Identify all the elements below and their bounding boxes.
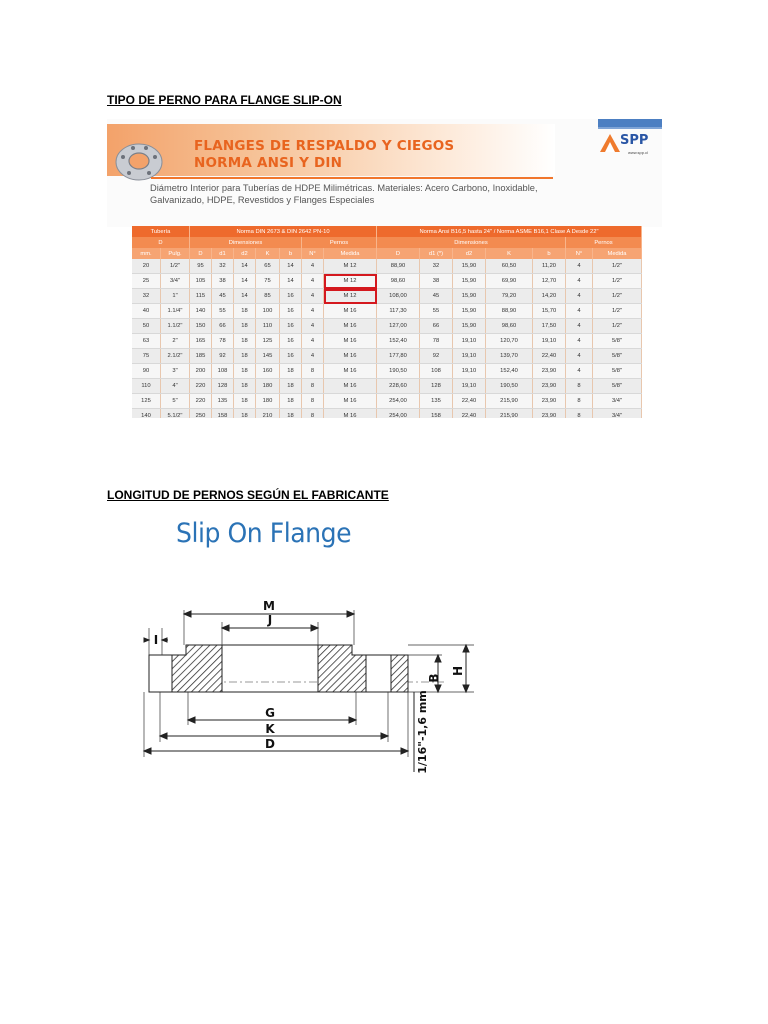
table-row bbox=[132, 409, 642, 419]
flange-dimension-table bbox=[132, 226, 642, 418]
table-cell: 75 bbox=[256, 274, 280, 289]
table-cell: 4 bbox=[566, 364, 593, 379]
table-row bbox=[132, 364, 642, 379]
header-cell: d2 bbox=[453, 248, 486, 259]
table-cell: 4" bbox=[161, 379, 190, 394]
table-cell: 108 bbox=[420, 364, 453, 379]
table-cell: 1.1/4" bbox=[161, 304, 190, 319]
table-cell: 18 bbox=[234, 364, 256, 379]
table-cell: 200 bbox=[190, 364, 212, 379]
header-cell: K bbox=[256, 248, 280, 259]
table-cell: 1/2" bbox=[593, 259, 642, 274]
header-cell: Pernos bbox=[566, 237, 642, 248]
table-cell: 23,90 bbox=[533, 379, 566, 394]
table-cell: 4 bbox=[566, 274, 593, 289]
table-cell: 250 bbox=[190, 409, 212, 419]
table-cell: 8 bbox=[566, 379, 593, 394]
table-cell: 18 bbox=[234, 409, 256, 419]
table-cell: 88,90 bbox=[486, 304, 533, 319]
table-cell: 220 bbox=[190, 394, 212, 409]
table-cell: 18 bbox=[280, 364, 302, 379]
table-cell: M 16 bbox=[324, 364, 377, 379]
table-cell: 158 bbox=[212, 409, 234, 419]
spp-emblem-icon bbox=[600, 134, 620, 152]
table-cell: 15,90 bbox=[453, 274, 486, 289]
table-cell: 45 bbox=[420, 289, 453, 304]
logo-text: SPP bbox=[620, 133, 649, 148]
table-cell: 18 bbox=[234, 349, 256, 364]
table-row bbox=[132, 259, 642, 274]
header-cell: d1 (*) bbox=[420, 248, 453, 259]
header-cell: d1 bbox=[212, 248, 234, 259]
table-cell: 15,90 bbox=[453, 319, 486, 334]
table-cell: 177,80 bbox=[377, 349, 420, 364]
table-cell: 17,50 bbox=[533, 319, 566, 334]
table-cell: 117,30 bbox=[377, 304, 420, 319]
table-cell: 4 bbox=[302, 274, 324, 289]
table-cell: 120,70 bbox=[486, 334, 533, 349]
table-cell: 18 bbox=[234, 304, 256, 319]
table-cell: 4 bbox=[302, 349, 324, 364]
table-cell: 14 bbox=[280, 274, 302, 289]
header-cell: Norma DIN 2673 & DIN 2642 PN-10 bbox=[190, 226, 377, 237]
table-row bbox=[132, 319, 642, 334]
table-cell: 4 bbox=[566, 319, 593, 334]
table-cell: 66 bbox=[420, 319, 453, 334]
table-cell: 185 bbox=[190, 349, 212, 364]
table-cell: 140 bbox=[132, 409, 161, 419]
slip-on-flange-drawing bbox=[104, 510, 502, 778]
table-cell: 1/2" bbox=[161, 259, 190, 274]
table-cell: 66 bbox=[212, 319, 234, 334]
table-cell: 65 bbox=[256, 259, 280, 274]
table-cell: 220 bbox=[190, 379, 212, 394]
table-cell: 18 bbox=[280, 379, 302, 394]
table-row bbox=[132, 394, 642, 409]
table-cell: 38 bbox=[212, 274, 234, 289]
table-cell: M 12 bbox=[324, 274, 377, 289]
table-cell: 92 bbox=[420, 349, 453, 364]
label-j: J bbox=[267, 613, 273, 627]
table-cell: 78 bbox=[212, 334, 234, 349]
table-cell: M 16 bbox=[324, 394, 377, 409]
table-cell: 150 bbox=[190, 319, 212, 334]
table-cell: 145 bbox=[256, 349, 280, 364]
table-cell: 1" bbox=[161, 289, 190, 304]
table-cell: M 12 bbox=[324, 259, 377, 274]
table-cell: M 16 bbox=[324, 379, 377, 394]
table-cell: 60,50 bbox=[486, 259, 533, 274]
table-cell: 14 bbox=[280, 259, 302, 274]
table-cell: 105 bbox=[190, 274, 212, 289]
header-cell: b bbox=[533, 248, 566, 259]
table-cell: 4 bbox=[302, 304, 324, 319]
table-cell: 135 bbox=[420, 394, 453, 409]
header-cell: N° bbox=[302, 248, 324, 259]
label-h: H bbox=[451, 665, 465, 677]
table-cell: 75 bbox=[132, 349, 161, 364]
table-cell: 98,60 bbox=[377, 274, 420, 289]
table-cell: 215,90 bbox=[486, 394, 533, 409]
table-cell: 4 bbox=[302, 259, 324, 274]
header-cell: K bbox=[486, 248, 533, 259]
table-cell: 18 bbox=[234, 379, 256, 394]
left-bolt-hole bbox=[149, 655, 172, 692]
header-cell: Norma Ansi B16,5 hasta 24" / Norma ASME B16,1 Clase A Desde 22" bbox=[377, 226, 642, 237]
table-cell: 95 bbox=[190, 259, 212, 274]
table-cell: 125 bbox=[132, 394, 161, 409]
table-cell: 115 bbox=[190, 289, 212, 304]
table-cell: 92 bbox=[212, 349, 234, 364]
table-header-row-1 bbox=[132, 226, 642, 237]
table-cell: 228,60 bbox=[377, 379, 420, 394]
table-cell: 190,50 bbox=[486, 379, 533, 394]
table-cell: 16 bbox=[280, 304, 302, 319]
header-cell: Tubería bbox=[132, 226, 190, 237]
table-cell: 12,70 bbox=[533, 274, 566, 289]
table-cell: 19,10 bbox=[453, 379, 486, 394]
table-cell: 4 bbox=[302, 289, 324, 304]
table-cell: 125 bbox=[256, 334, 280, 349]
spp-logo bbox=[598, 119, 662, 161]
header-cell: b bbox=[280, 248, 302, 259]
table-header-row-3 bbox=[132, 248, 642, 259]
table-cell: 110 bbox=[132, 379, 161, 394]
table-cell: 8 bbox=[566, 394, 593, 409]
table-cell: M 16 bbox=[324, 334, 377, 349]
table-cell: 78 bbox=[420, 334, 453, 349]
logo-stripe-icon bbox=[598, 119, 662, 131]
table-cell: 5" bbox=[161, 394, 190, 409]
label-k: K bbox=[265, 722, 275, 736]
table-cell: 8 bbox=[302, 409, 324, 419]
table-cell: 19,10 bbox=[453, 349, 486, 364]
table-cell: 22,40 bbox=[533, 349, 566, 364]
table-cell: 4 bbox=[566, 259, 593, 274]
header-cell: Pernos bbox=[302, 237, 377, 248]
label-m: M bbox=[263, 599, 275, 613]
table-cell: 1/2" bbox=[593, 289, 642, 304]
table-cell: 14 bbox=[234, 274, 256, 289]
table-cell: 8 bbox=[302, 379, 324, 394]
table-cell: M 16 bbox=[324, 304, 377, 319]
table-cell: 127,00 bbox=[377, 319, 420, 334]
table-cell: 5.1/2" bbox=[161, 409, 190, 419]
header-cell: Dimensiones bbox=[190, 237, 302, 248]
table-row bbox=[132, 334, 642, 349]
header-cell: Medida bbox=[593, 248, 642, 259]
table-cell: 20 bbox=[132, 259, 161, 274]
catalog-subtitle: Diámetro Interior para Tuberías de HDPE Milimétricas. Materiales: Acero Carbono, Inoxidable, Galvanizado, HDPE, Revestidos y Flanges Especiales bbox=[150, 183, 538, 205]
table-cell: 16 bbox=[280, 334, 302, 349]
catalog-title bbox=[194, 138, 454, 172]
table-cell: 18 bbox=[234, 334, 256, 349]
table-cell: 152,40 bbox=[486, 364, 533, 379]
table-cell: 140 bbox=[190, 304, 212, 319]
table-cell: 18 bbox=[234, 319, 256, 334]
table-cell: M 16 bbox=[324, 409, 377, 419]
table-cell: 25 bbox=[132, 274, 161, 289]
table-cell: 254,00 bbox=[377, 394, 420, 409]
table-cell: 5/8" bbox=[593, 364, 642, 379]
table-cell: 152,40 bbox=[377, 334, 420, 349]
table-cell: 45 bbox=[212, 289, 234, 304]
table-cell: 4 bbox=[302, 334, 324, 349]
table-cell: 18 bbox=[280, 394, 302, 409]
header-cell: N° bbox=[566, 248, 593, 259]
table-cell: 128 bbox=[420, 379, 453, 394]
table-row bbox=[132, 304, 642, 319]
table-cell: 4 bbox=[566, 349, 593, 364]
table-row bbox=[132, 274, 642, 289]
table-cell: 100 bbox=[256, 304, 280, 319]
table-header-row-2 bbox=[132, 237, 642, 248]
table-cell: 23,90 bbox=[533, 394, 566, 409]
header-cell: Dimensiones bbox=[377, 237, 566, 248]
label-b: B bbox=[427, 673, 441, 683]
header-cell: Medida bbox=[324, 248, 377, 259]
title-underline bbox=[151, 177, 553, 179]
table-cell: 3/4" bbox=[593, 409, 642, 419]
table-cell: M 16 bbox=[324, 349, 377, 364]
table-cell: 23,90 bbox=[533, 409, 566, 419]
table-cell: 15,90 bbox=[453, 304, 486, 319]
table-cell: 14 bbox=[234, 289, 256, 304]
table-cell: 2.1/2" bbox=[161, 349, 190, 364]
label-i: I bbox=[153, 633, 159, 647]
table-cell: 15,90 bbox=[453, 289, 486, 304]
drawing-title: Slip On Flange bbox=[176, 518, 352, 549]
table-cell: 19,10 bbox=[533, 334, 566, 349]
table-cell: 69,90 bbox=[486, 274, 533, 289]
label-d: D bbox=[265, 737, 275, 751]
catalog-title-line-2: NORMA ANSI Y DIN bbox=[194, 155, 343, 171]
table-cell: 63 bbox=[132, 334, 161, 349]
header-cell: D bbox=[377, 248, 420, 259]
table-cell: 108,00 bbox=[377, 289, 420, 304]
catalog-title-line-1: FLANGES DE RESPALDO Y CIEGOS bbox=[194, 138, 455, 154]
table-cell: 32 bbox=[212, 259, 234, 274]
table-cell: 254,00 bbox=[377, 409, 420, 419]
table-cell: 98,60 bbox=[486, 319, 533, 334]
table-cell: 1.1/2" bbox=[161, 319, 190, 334]
table-cell: 4 bbox=[566, 304, 593, 319]
bolt-length-heading: LONGITUD DE PERNOS SEGÚN EL FABRICANTE bbox=[107, 488, 389, 502]
table-cell: 16 bbox=[280, 319, 302, 334]
table-cell: 215,90 bbox=[486, 409, 533, 419]
table-cell: 14 bbox=[234, 259, 256, 274]
table-cell: 1/2" bbox=[593, 319, 642, 334]
header-cell: Pulg. bbox=[161, 248, 190, 259]
table-cell: 2" bbox=[161, 334, 190, 349]
header-cell: mm. bbox=[132, 248, 161, 259]
tolerance-label: 1/16"-1,6 mm bbox=[416, 690, 429, 774]
table-cell: 165 bbox=[190, 334, 212, 349]
table-cell: 40 bbox=[132, 304, 161, 319]
table-cell: 85 bbox=[256, 289, 280, 304]
table-cell: 15,70 bbox=[533, 304, 566, 319]
table-row bbox=[132, 379, 642, 394]
table-cell: 128 bbox=[212, 379, 234, 394]
table-cell: 11,20 bbox=[533, 259, 566, 274]
table-cell: 3/4" bbox=[593, 394, 642, 409]
table-row bbox=[132, 349, 642, 364]
table-cell: 5/8" bbox=[593, 349, 642, 364]
header-cell: D bbox=[132, 237, 190, 248]
table-cell: M 16 bbox=[324, 319, 377, 334]
table-cell: 38 bbox=[420, 274, 453, 289]
flange-cross-section-diagram bbox=[104, 510, 502, 778]
table-cell: 8 bbox=[302, 364, 324, 379]
bolt-type-heading: TIPO DE PERNO PARA FLANGE SLIP-ON bbox=[107, 93, 342, 107]
table-cell: 32 bbox=[132, 289, 161, 304]
table-cell: 79,20 bbox=[486, 289, 533, 304]
table-cell: 139,70 bbox=[486, 349, 533, 364]
table-cell: 22,40 bbox=[453, 394, 486, 409]
right-flange-section bbox=[318, 645, 408, 692]
table-cell: 32 bbox=[420, 259, 453, 274]
right-bolt-hole bbox=[366, 655, 391, 692]
table-cell: 18 bbox=[280, 409, 302, 419]
table-cell: 1/2" bbox=[593, 274, 642, 289]
left-flange-section bbox=[172, 645, 222, 692]
table-cell: 180 bbox=[256, 394, 280, 409]
table-cell: 14,20 bbox=[533, 289, 566, 304]
table-cell: 16 bbox=[280, 349, 302, 364]
table-cell: 135 bbox=[212, 394, 234, 409]
table-cell: 4 bbox=[302, 319, 324, 334]
table-cell: 108 bbox=[212, 364, 234, 379]
table-cell: 19,10 bbox=[453, 334, 486, 349]
table-cell: 3/4" bbox=[161, 274, 190, 289]
table-cell: 5/8" bbox=[593, 379, 642, 394]
table-cell: 158 bbox=[420, 409, 453, 419]
table-cell: 16 bbox=[280, 289, 302, 304]
table-cell: 210 bbox=[256, 409, 280, 419]
flange-catalog-image bbox=[107, 119, 662, 418]
table-row bbox=[132, 289, 642, 304]
table-cell: 190,50 bbox=[377, 364, 420, 379]
table-cell: 55 bbox=[420, 304, 453, 319]
table-cell: 55 bbox=[212, 304, 234, 319]
table-cell: 160 bbox=[256, 364, 280, 379]
table-cell: 8 bbox=[302, 394, 324, 409]
table-cell: 4 bbox=[566, 289, 593, 304]
table-cell: 110 bbox=[256, 319, 280, 334]
table-cell: 180 bbox=[256, 379, 280, 394]
table-cell: 18 bbox=[234, 394, 256, 409]
header-cell: d2 bbox=[234, 248, 256, 259]
logo-url: www.spp.cl bbox=[628, 150, 649, 155]
table-cell: 4 bbox=[566, 334, 593, 349]
table-cell: M 12 bbox=[324, 289, 377, 304]
table-cell: 90 bbox=[132, 364, 161, 379]
header-cell: D bbox=[190, 248, 212, 259]
table-cell: 19,10 bbox=[453, 364, 486, 379]
table-cell: 15,90 bbox=[453, 259, 486, 274]
label-g: G bbox=[265, 706, 275, 720]
table-cell: 23,90 bbox=[533, 364, 566, 379]
table-cell: 5/8" bbox=[593, 334, 642, 349]
table-cell: 22,40 bbox=[453, 409, 486, 419]
table-cell: 88,90 bbox=[377, 259, 420, 274]
table-cell: 3" bbox=[161, 364, 190, 379]
table-cell: 50 bbox=[132, 319, 161, 334]
table-cell: 1/2" bbox=[593, 304, 642, 319]
table-cell: 8 bbox=[566, 409, 593, 419]
